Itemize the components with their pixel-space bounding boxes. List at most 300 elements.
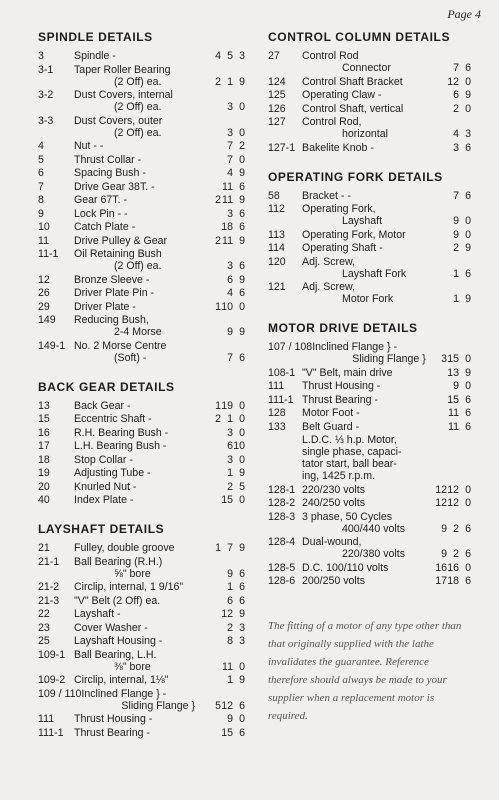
description-line: Thrust Bearing - [302,393,378,406]
price-pence: 0 [239,426,245,439]
description-line: Cover Washer - [74,621,148,634]
price-shillings: 7 [453,62,459,74]
part-row [38,727,245,739]
price-pounds [435,62,447,74]
price-pence: 0 [465,380,471,392]
part-row [38,494,245,506]
description-line: (2 Off) ea. [114,75,162,88]
price-pence: 0 [239,413,245,425]
part-number: 3-2 [38,89,54,101]
price-pence: 6 [239,260,245,272]
part-number: 6 [38,167,44,179]
price-pence: 0 [465,215,471,227]
part-row [38,181,245,193]
section-heading: BACK GEAR DETAILS [38,379,175,394]
part-number: 126 [268,102,286,115]
part-price [209,235,245,247]
price-shillings: 12 [221,608,233,620]
price-pounds [209,494,221,506]
price-shillings: 9 [227,713,233,725]
part-number: 113 [268,228,285,241]
part-number: 20 [38,480,50,493]
price-shillings: 15 [447,353,459,365]
price-pence: 9 [465,89,471,101]
price-shillings: 4 [453,128,459,140]
part-description [74,467,209,479]
description-line: Spacing Bush - [74,167,146,179]
part-description [302,562,435,574]
price-pounds [209,127,221,139]
price-shillings: 18 [447,575,459,587]
part-number: 3-3 [38,114,54,127]
price-pence: 0 [465,102,471,115]
right-column [268,30,471,725]
part-row [38,314,245,338]
description-line: L.H. Bearing Bush - [74,440,167,452]
part-description [74,727,209,739]
part-number: 27 [268,50,280,62]
price-pounds: 5 [215,699,221,712]
part-row [38,248,245,272]
price-shillings: 1 [227,581,233,593]
part-number: 11 [38,234,49,247]
description-line: Drive Gear 38T. - [74,180,155,193]
description-line: Dust Covers, internal [74,89,173,101]
part-number: 10 [38,221,50,233]
description-line: 400/440 volts [342,522,406,535]
description-line: Operating Fork, [302,203,376,215]
price-pence: 0 [465,228,471,241]
part-description [74,581,209,593]
price-shillings: 3 [227,101,233,113]
price-pounds [209,208,221,220]
part-price [209,301,245,313]
part-description [74,649,209,673]
description-line: D.C. 100/110 volts [302,561,389,574]
section-heading: OPERATING FORK DETAILS [268,169,443,184]
price-shillings: 3 [453,141,459,154]
price-pence: 0 [465,561,471,574]
part-price [209,274,245,286]
part-price [435,268,471,280]
part-price [209,427,245,439]
price-pounds: 1 [215,399,221,412]
description-line: Adj. Screw, [302,255,355,268]
part-description [74,140,209,152]
part-row [268,562,471,574]
part-row [268,434,471,482]
part-description [81,688,209,712]
part-number: 29 [38,300,50,313]
description-line: No. 2 Morse Centre [74,339,167,352]
part-description [302,536,435,560]
part-price [209,481,245,493]
part-description [302,190,435,202]
price-shillings: 7 [453,189,459,202]
part-row [38,50,245,62]
part-price [435,380,471,392]
price-pence: 0 [465,353,471,365]
part-description [302,116,435,140]
part-description [74,608,209,620]
price-shillings: 4 [227,287,233,299]
part-row [268,256,471,280]
price-shillings: 11 [222,194,233,206]
price-pounds [435,394,447,406]
part-price [209,674,245,686]
price-shillings: 9 [453,228,459,241]
price-shillings: 7 [227,153,233,166]
price-shillings: 9 [453,215,459,227]
part-description [302,50,435,74]
part-number: 21-1 [38,555,60,568]
description-line: 200/250 volts [302,575,366,587]
price-pence: 6 [465,62,471,74]
part-price [209,352,245,364]
part-price [209,454,245,466]
part-price [209,440,245,452]
price-shillings: 3 [227,426,233,439]
part-description [74,167,209,179]
part-number: 127 [268,116,286,128]
part-price [435,421,471,433]
part-price [209,581,245,593]
part-description [302,497,435,509]
part-price [435,367,471,379]
price-pounds: 1 [215,300,221,313]
part-description [74,440,209,452]
description-line: 240/250 volts [302,497,366,509]
part-price [435,353,471,365]
description-line: Sliding Flange } [352,353,426,365]
price-pounds [209,326,221,338]
price-pounds [209,674,221,686]
part-number: 8 [38,194,44,206]
description-line: Driver Plate - [74,300,136,313]
part-number: 128-6 [268,575,296,587]
part-price [209,595,245,607]
part-row [38,542,245,554]
part-description [302,256,435,280]
description-line: Dust Covers, outer [74,114,163,127]
price-pence: 9 [239,608,245,620]
part-description [74,413,209,425]
price-pence: 0 [239,713,245,725]
description-line: Fulley, double groove [74,542,175,554]
part-number: 12 [38,273,50,286]
part-number: 17 [38,440,50,452]
price-pounds [435,421,447,433]
part-price [435,497,471,509]
description-line: Layshaft Housing - [74,635,163,647]
description-line: Adj. Screw, [302,281,355,293]
price-pence: 6 [239,726,245,739]
description-line: Adjusting Tube - [74,467,151,479]
price-pence: 2 [239,140,245,152]
part-price [209,154,245,166]
description-line: Bakelite Knob - [302,141,374,154]
price-pence: 9 [239,467,245,479]
price-shillings: 11 [222,234,233,247]
description-line: ⅝" bore [114,567,151,580]
part-number: 18 [38,453,50,466]
price-pounds [209,568,221,580]
price-shillings: 2 [453,522,459,535]
part-number: 111 [38,713,55,725]
description-line: Taper Roller Bearing [74,63,171,76]
part-description [74,713,209,725]
part-number: 107 / 108 [268,341,313,353]
part-price [209,287,245,299]
part-row [268,536,471,560]
part-row [38,413,245,425]
price-shillings: 18 [221,221,233,233]
part-number: 11-1 [38,248,59,260]
price-pounds [435,215,447,227]
price-shillings: 9 [227,326,233,338]
part-row [268,116,471,140]
part-price [209,622,245,634]
price-shillings: 11 [222,660,233,673]
part-number: 125 [268,89,286,101]
part-price [209,635,245,647]
part-number: 19 [38,467,50,479]
part-price [435,548,471,560]
part-row [38,467,245,479]
price-pence: 0 [465,75,471,88]
price-pounds: 12 [435,497,447,509]
part-row [38,608,245,620]
description-line: Operating Shaft - [302,242,383,254]
part-number: 108-1 [268,366,296,379]
part-description [302,511,435,535]
part-description [74,181,209,193]
price-pence: 10 [233,440,245,452]
part-number: 149-1 [38,339,66,352]
part-number: 9 [38,207,44,220]
part-description [302,242,435,254]
part-description [302,103,435,115]
description-line: (2 Off) ea. [114,126,162,139]
price-shillings: 2 [453,102,459,115]
price-pence: 0 [465,483,471,496]
part-price [209,140,245,152]
description-line: Thrust Bearing - [74,726,150,739]
part-price [209,608,245,620]
part-row [268,497,471,509]
price-pence: 6 [465,407,471,419]
part-description [302,575,435,587]
part-row [38,481,245,493]
price-pence: 6 [465,522,471,535]
description-line: Inclined Flange } - [81,687,167,700]
part-description [74,635,209,647]
part-price [209,467,245,479]
guarantee-note: The fitting of a motor of any type other than that originally supplied with the lathe invalidates the guarantee. Reference therefore should always be made to your supplier when a replacement motor is required. [268,620,462,722]
part-row [38,556,245,580]
price-shillings: 7 [227,351,233,364]
description-line: "V" Belt (2 Off) ea. [74,594,161,607]
price-shillings: 11 [222,180,233,193]
part-number: 21-2 [38,581,60,593]
description-line: Layshaft - [74,608,121,620]
price-shillings: 7 [227,140,233,152]
description-line: Layshaft [342,215,383,227]
description-line: Back Gear - [74,399,131,412]
price-pounds [435,242,447,254]
price-pounds [209,427,221,439]
description-line: Eccentric Shaft - [74,413,152,425]
description-line: Operating Claw - [302,89,382,101]
description-line: 2-4 Morse [114,326,162,338]
part-description [74,340,209,364]
part-price [209,260,245,272]
description-line: Oil Retaining Bush [74,248,162,260]
price-pounds [209,154,221,166]
price-pounds [435,103,447,115]
description-line: Layshaft Fork [342,267,407,280]
part-number: 112 [268,203,285,215]
part-row [38,674,245,686]
part-number: 114 [268,242,285,254]
description-line: Circlip, internal, 1 9/16" [74,581,184,593]
part-number: 23 [38,621,50,634]
part-price [209,167,245,179]
part-row [268,407,471,419]
description-line: Catch Plate - [74,221,136,233]
price-pounds [209,481,221,493]
page-number: Page 4 [447,7,481,21]
part-price [435,215,471,227]
part-description [302,229,435,241]
part-number: 127-1 [268,141,296,154]
price-shillings: 16 [447,561,459,574]
price-shillings: 3 [227,126,233,139]
price-shillings: 1 [453,267,459,280]
part-price [435,293,471,305]
price-pounds [209,622,221,634]
price-pence: 6 [465,575,471,587]
spindle-details-section [38,30,245,364]
price-pounds [435,367,447,379]
price-pence: 9 [239,194,245,206]
part-price [435,103,471,115]
description-line: Motor Foot - [302,407,360,419]
part-number: 16 [38,426,50,439]
part-row [268,511,471,535]
price-shillings: 2 [227,480,233,493]
description-line: Thrust Housing - [74,713,153,725]
price-shillings: 19 [221,399,233,412]
part-number: 111-1 [38,726,64,739]
part-row [268,421,471,433]
description-line: Gear 67T. - [74,194,127,206]
description-line: Control Rod, [302,116,362,128]
price-pounds [209,454,221,466]
part-number: 13 [38,399,50,412]
price-pounds [209,635,221,647]
part-price [435,407,471,419]
part-price [209,494,245,506]
part-number: 21-3 [38,594,60,607]
price-pence: 9 [239,674,245,686]
price-shillings: 2 [227,621,233,634]
part-row [38,221,245,233]
part-description [302,76,435,88]
description-line: single phase, capaci- [302,446,402,458]
description-line: Connector [342,62,391,74]
part-price [435,484,471,496]
price-pence: 6 [465,420,471,433]
price-pence: 9 [465,366,471,379]
price-pounds: 9 [441,548,447,560]
part-row [268,89,471,101]
part-row [38,154,245,166]
part-description [302,367,435,379]
price-shillings: 12 [447,483,459,496]
price-shillings: 13 [447,366,459,379]
part-number: 3 [38,50,44,62]
price-shillings: 1 [453,293,459,305]
part-description [74,622,209,634]
part-price [209,661,245,673]
part-price [435,229,471,241]
price-pounds: 2 [215,75,221,88]
part-description [74,287,209,299]
description-line: (2 Off) ea. [114,260,162,272]
section-heading: CONTROL COLUMN DETAILS [268,30,451,44]
part-description [74,427,209,439]
price-shillings: 1 [227,674,233,686]
part-number: 128-3 [268,510,296,523]
left-column [38,30,245,755]
price-shillings: 3 [227,260,233,272]
description-line: Inclined Flange } - [312,341,397,353]
price-pounds [209,467,221,479]
price-pounds [435,293,447,305]
part-row [268,229,471,241]
description-line: (2 Off) ea. [114,101,162,113]
part-number: 109-1 [38,648,66,661]
description-line: Belt Guard - [302,420,360,433]
operating-fork-details-section [268,170,471,306]
section-heading: SPINDLE DETAILS [38,30,153,44]
price-pounds [435,407,447,419]
part-number: 128-2 [268,497,296,509]
part-number: 26 [38,287,50,299]
motor-drive-details-section [268,321,471,587]
description-line: Control Rod [302,50,359,62]
price-pence: 6 [465,141,471,154]
description-line: 220/380 volts [342,548,406,560]
part-description [74,314,209,338]
part-row [38,581,245,593]
part-number: 21 [38,542,50,554]
price-pounds [209,713,221,725]
part-description [302,380,435,392]
price-shillings: 2 [453,242,459,254]
price-pence: 9 [465,293,471,305]
description-line: Circlip, internal, 1⅛" [74,674,169,686]
part-row [38,635,245,647]
description-line: Reducing Bush, [74,314,149,326]
price-shillings: 5 [227,50,233,62]
part-row [268,142,471,154]
price-pence: 0 [239,126,245,139]
description-line: ing, 1425 r.p.m. [302,470,376,482]
price-pence: 6 [239,287,245,299]
price-pounds [209,287,221,299]
